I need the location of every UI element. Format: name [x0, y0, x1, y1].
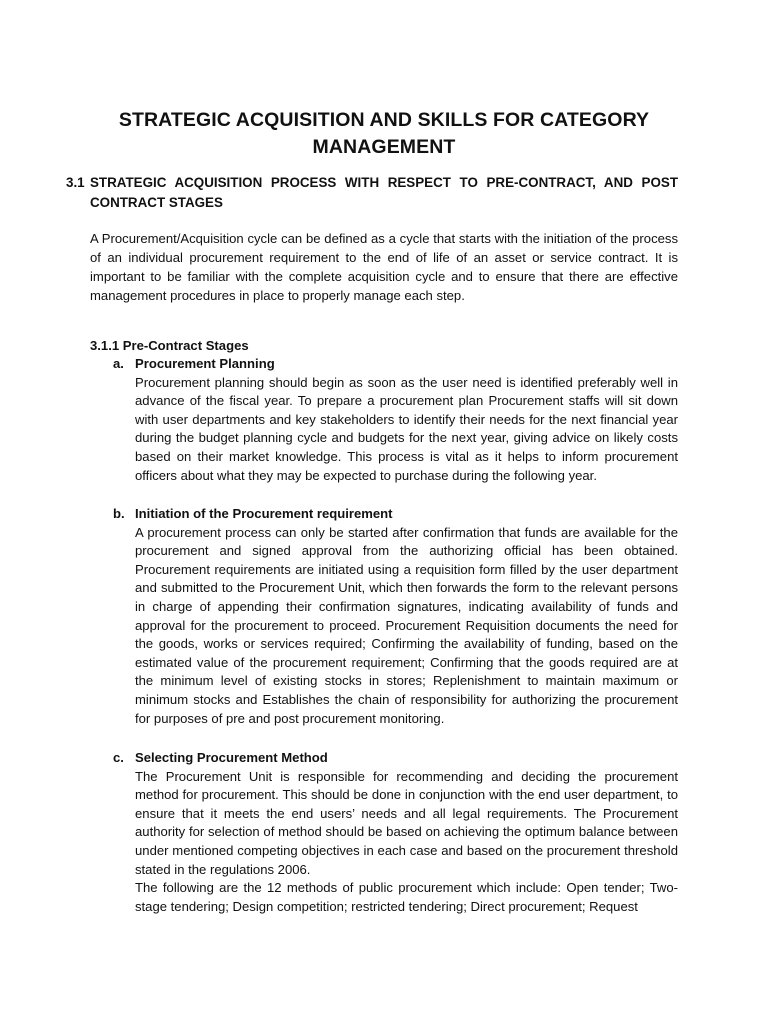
section-heading-text: STRATEGIC ACQUISITION PROCESS WITH RESPECT TO PRE-CONTRACT, AND POST CONTRACT STAGES — [90, 175, 678, 210]
list-item-marker: b. — [113, 506, 125, 521]
list-item-selecting-method — [113, 749, 678, 916]
list-item-marker: c. — [113, 750, 124, 765]
subsection-heading: 3.1.1 Pre-Contract Stages — [90, 338, 249, 353]
list-item-paragraph: The Procurement Unit is responsible for recommending and deciding the procurement method for procurement. This should be done in conjunction with the end user department, to ensure that it meets the end users’ needs and all legal requirements. The Procurement authority for selection of method should be based on achieving the optimum balance between under mentioned competing objectives in each case and based on the procurement threshold stated in the regulations 2006. — [135, 768, 678, 877]
list-item-paragraph: A procurement process can only be started after confirmation that funds are available for the procurement and signed approval from the authorizing official has been obtained. Procurement requirements are initiated using a requisition form filled by the user department and submitted to the Procurement Unit, which then forwards the form to the relevant persons in charge of appending their confirmation signatures, indicating availability of funds and approval for the procurement to proceed. Procurement Requisition documents the need for the goods, works or services required; Confirming the availability of funding, based on the estimated value of the procurement requirement; Confirming that the goods required are at the minimum level of existing stocks in stores; Replenishment to maintain maximum or minimum stocks and Establishes the chain of responsibility for authorizing the procurement for purposes of pre and post procurement monitoring. — [135, 524, 678, 726]
list-item-heading: Initiation of the Procurement requirement — [135, 506, 393, 521]
document-title: STRATEGIC ACQUISITION AND SKILLS FOR CATEGORY MANAGEMENT — [118, 109, 650, 158]
list-item-heading: Procurement Planning — [135, 356, 275, 371]
section-heading — [66, 173, 678, 212]
section-intro-paragraph: A Procurement/Acquisition cycle can be defined as a cycle that starts with the initiation of the process of an individual procurement requirement to the end of life of an asset or service contract. It is important to be familiar with the complete acquisition cycle and to ensure that there are effective management procedures in place to properly manage each step. — [90, 231, 678, 303]
list-item-paragraph: The following are the 12 methods of public procurement which include: Open tender; Two- stage tendering; Design competition; restricted tendering; Direct procurement; Request — [135, 880, 678, 914]
list-item-initiation — [113, 505, 678, 728]
list-item-procurement-planning — [113, 355, 678, 485]
list-item-marker: a. — [113, 356, 124, 371]
list-item-paragraph: Procurement planning should begin as soon as the user need is identified preferably well in advance of the fiscal year. To prepare a procurement plan Procurement staffs will sit down with user departments and key stakeholders to identify their needs for the next financial year during the budget planning cycle and budgets for the next year, giving advice on likely costs based on their market knowledge. This process is vital as it helps to inform procurement officers about what they may be expected to purchase during the following year. — [135, 374, 678, 483]
list-item-heading: Selecting Procurement Method — [135, 750, 328, 765]
section-number: 3.1 — [66, 175, 85, 190]
